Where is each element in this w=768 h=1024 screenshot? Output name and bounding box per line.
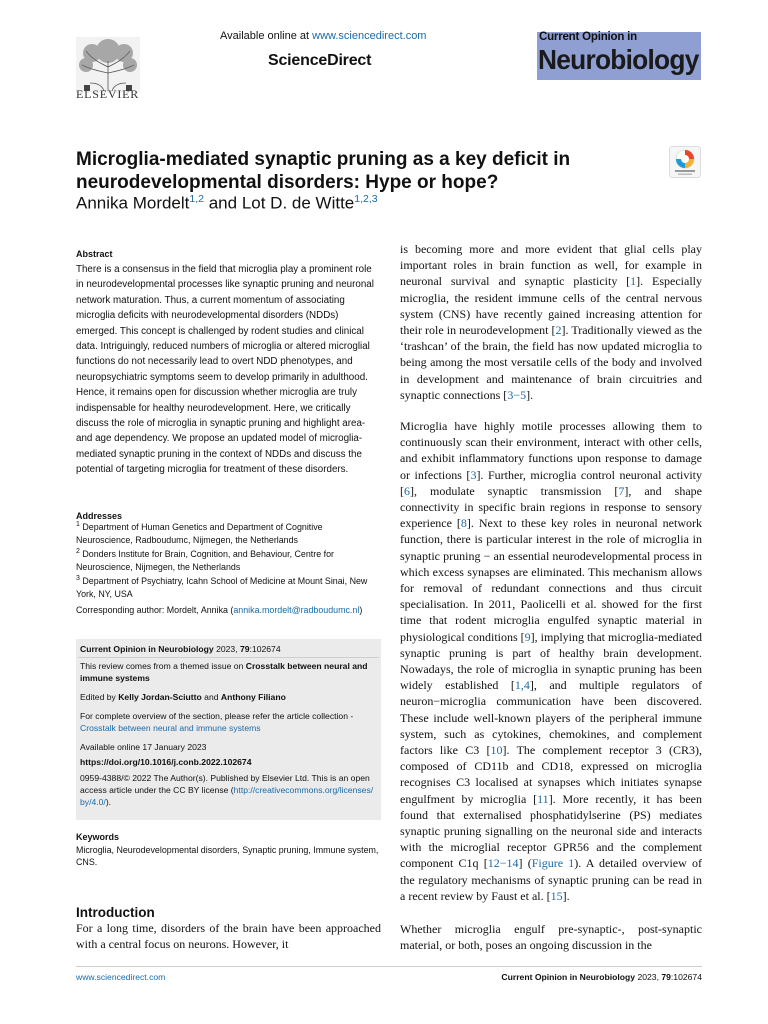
affiliation-ref[interactable]: 1,2,3 (354, 193, 378, 205)
address-text: Department of Human Genetics and Department of Cognitive Neuroscience, Radboudumc, Nijmegen, the Netherlands (76, 521, 323, 545)
affiliation-ref[interactable]: 1,2 (189, 193, 204, 205)
address-number: 1 (76, 521, 80, 528)
author-email-link[interactable]: annika.mordelt@radboudumc.nl (233, 605, 360, 615)
citation-link[interactable]: 1 (630, 274, 637, 289)
body-text: ]. Especially microglia, the resident immune cells of the central nervous system (CNS) have recently gained increasing attention for their role in neurodevelopment [ (400, 274, 702, 338)
body-text: ], and multiple regulators of neuron−microglia communication have been discovered. These include well-known players of the peripheral immune system, such as cytokines, chemokines, and complement factors like C3 [ (400, 678, 702, 758)
footer-year: 2023, (635, 972, 662, 982)
body-text: ] ( (518, 856, 532, 871)
body-paragraph (400, 418, 702, 904)
available-online-line (220, 30, 426, 42)
editor-name: Anthony Filiano (220, 692, 286, 702)
journal-name-small: Current Opinion in (539, 31, 637, 43)
publisher-wordmark: ELSEVIER (76, 87, 140, 101)
theme-name: Crosstalk between neural and immune systems (80, 661, 368, 684)
available-online-date: Available online 17 January 2023 (80, 742, 207, 752)
footer-volume: 79 (661, 972, 671, 982)
body-paragraph (400, 241, 702, 403)
body-text: ]. The complement receptor 3 (CR3), composed of CD11b and CD18, expressed on microglia recognises C3 localised at synapses which initiates synapse engulfment by microglia [ (400, 743, 702, 806)
author-line (76, 193, 378, 214)
body-text: ], and shape connectivity in specific brain regions in response to sensory experience [ (400, 483, 702, 531)
collection-overview (80, 710, 377, 734)
citation-journal: Current Opinion in Neurobiology (80, 644, 214, 654)
address-item (76, 546, 381, 573)
addresses-list (76, 519, 381, 600)
copyright-suffix: ). (105, 797, 112, 808)
address-text: Donders Institute for Brain, Cognition, and Behaviour, Centre for Neuroscience, Nijmegen, the Netherlands (76, 549, 334, 572)
journal-name-big: Neurobiology (538, 44, 699, 75)
body-text: ). A detailed overview of the regulatory mechanisms of synaptic pruning can be read in a recent review by Faust et al. [ (400, 856, 702, 903)
address-item (76, 519, 381, 546)
citation-link[interactable]: 2 (555, 323, 562, 338)
body-text: ]. (526, 387, 534, 402)
body-text: ]. Traditionally viewed as the ‘trashcan’ of the brain, the field has now updated microglia to being among the most versatile cells of the body and involved in development and maintenance of brain circuitries and synaptic connections [ (400, 323, 702, 402)
body-text: ]. (562, 888, 570, 903)
citation-year: 2023, (213, 644, 240, 654)
copyright-notice (80, 772, 377, 809)
doi-link[interactable]: https://doi.org/10.1016/j.conb.2022.102674 (80, 757, 252, 767)
check-for-updates-icon[interactable] (669, 146, 701, 178)
address-number: 2 (76, 548, 80, 556)
abstract-text: There is a consensus in the field that microglia play a prominent role in neurodevelopmental processes like synaptic pruning and neuronal network maturation. Thus, a current momentum of associating microglia deficits with neurodevelopmental disorders (NDDs) emerged. This concept is challenged by rodent studies and clinical data. Intriguingly, reduced numbers of microglia or altered microglial functions do not necessarily lead to overt NDD phenotypes, and neuropsychiatric symptoms seem to develop primarily in adulthood. Hence, it remains open for discussion whether microglia are truly indispensable for healthy neurodevelopment. Here, we critically discuss the role of microglia in synaptic pruning and highlight area- and age dependency. We propose an updated model of microglia-mediated synaptic pruning in the context of NDDs and discuss the potential of targeting microglia for treatment of these disorders. (76, 264, 374, 476)
journal-citation (80, 643, 377, 655)
themed-issue (80, 660, 377, 684)
body-text: Whether microglia engulf pre-synaptic-, post-synaptic material, or both, poses an ongoing discussion in the (400, 922, 702, 953)
keywords-list: Microglia, Neurodevelopmental disorders, Synaptic pruning, Immune system, CNS. (76, 845, 379, 868)
addresses-heading: Addresses (76, 511, 123, 521)
edited-by (80, 691, 377, 703)
citation-link[interactable]: 1,4 (514, 678, 530, 693)
corresponding-author (76, 604, 381, 617)
edited-and: and (201, 692, 221, 702)
abstract-heading: Abstract (76, 249, 113, 259)
body-text: ]. More recently, it has been found that externalised phosphatidylserine (PS) mediates synaptic pruning signalling on the neuronal side and interacts with the microglial receptor GPR56 and the complement component C1q [ (400, 791, 702, 871)
citation-article: :102674 (249, 644, 281, 654)
address-number: 3 (76, 575, 80, 583)
footer-article: :102674 (670, 972, 702, 982)
body-paragraph (400, 921, 702, 953)
theme-prefix: This review comes from a themed issue on (80, 661, 246, 671)
citation-link[interactable]: 6 (404, 483, 410, 498)
citation-link[interactable]: 3 (470, 467, 477, 482)
body-text: ]. Next to these key roles in neuronal network function, there is particular interest in the role of microglia in synaptic pruning − an essential neurodevelopmental process in which excess synapses are eliminated. This mechanism allows for removal of redundant connections and thus circuit specialisation. In 2011, Paolicelli et al. showed for the first time that rodent microglia engulfed synaptic material in physiological conditions [ (400, 516, 702, 644)
author-name: Annika Mordelt (76, 193, 190, 213)
footer-journal: Current Opinion in Neurobiology (501, 972, 636, 982)
license-link[interactable]: http://creativecommons.org/licenses/by/4.0/ (80, 785, 374, 808)
platform-name[interactable]: ScienceDirect (268, 52, 372, 69)
body-text: ], modulate synaptic transmission [ (410, 483, 619, 498)
footer-url-link[interactable]: www.sciencedirect.com (76, 972, 166, 982)
body-text: ], implying that microglia-mediated synaptic pruning is part of healthy brain development. Nowadays, the role of microglia in synaptic pruning has been widely established [ (400, 629, 702, 693)
citation-link[interactable]: 9 (524, 629, 531, 644)
body-text: is becoming more and more evident that glial cells play important roles in brain function as well, for example in neuronal survival and synaptic plasticity [ (400, 242, 702, 289)
citation-link[interactable]: 12−14 (487, 856, 519, 871)
introduction-text: For a long time, disorders of the brain have been approached with a central focus on neurons. However, it (76, 921, 381, 952)
citation-volume: 79 (239, 644, 250, 654)
available-online-prefix: Available online at (220, 30, 313, 42)
introduction-heading: Introduction (76, 905, 155, 920)
address-text: Department of Psychiatry, Icahn School of Medicine at Mount Sinai, New York, NY, USA (76, 576, 368, 599)
citation-link[interactable]: 10 (490, 743, 503, 758)
citation-link[interactable]: 3−5 (507, 387, 527, 402)
editor-name: Kelly Jordan-Sciutto (118, 692, 202, 702)
collection-link[interactable]: Crosstalk between neural and immune systems (80, 723, 261, 734)
citation-link[interactable]: Figure 1 (531, 856, 575, 871)
citation-link[interactable]: 8 (460, 516, 467, 531)
overview-text: For complete overview of the section, please refer the article collection - (80, 711, 354, 721)
footer-citation (450, 972, 702, 982)
corresponding-prefix: Corresponding author: Mordelt, Annika ( (76, 605, 234, 615)
sciencedirect-link[interactable]: www.sciencedirect.com (312, 30, 427, 42)
corresponding-suffix: ) (359, 605, 363, 615)
info-divider (78, 657, 379, 658)
citation-link[interactable]: 15 (550, 888, 563, 903)
author-name: Lot D. de Witte (241, 193, 355, 213)
address-item (76, 573, 381, 600)
keywords-heading: Keywords (76, 832, 120, 842)
citation-link[interactable]: 7 (618, 483, 625, 498)
body-text: Microglia have highly motile processes allowing them to continuously scan their environment, interact with other cells, and exhibit inflammatory functions upon response to damage or infections [ (400, 419, 702, 482)
author-conjunction: and (204, 193, 242, 213)
footer-divider (76, 966, 702, 967)
citation-link[interactable]: 11 (537, 791, 549, 806)
copyright-text: 0959-4388/© 2022 The Author(s). Published by Elsevier Ltd. This is an open access article under the CC BY license ( (80, 773, 370, 796)
body-text: ]. Further, microglia control neuronal activity [ (400, 467, 703, 498)
article-title: Microglia-mediated synaptic pruning as a key deficit in neurodevelopmental disorders: Hype or hope? (76, 149, 571, 193)
edited-prefix: Edited by (80, 692, 119, 702)
